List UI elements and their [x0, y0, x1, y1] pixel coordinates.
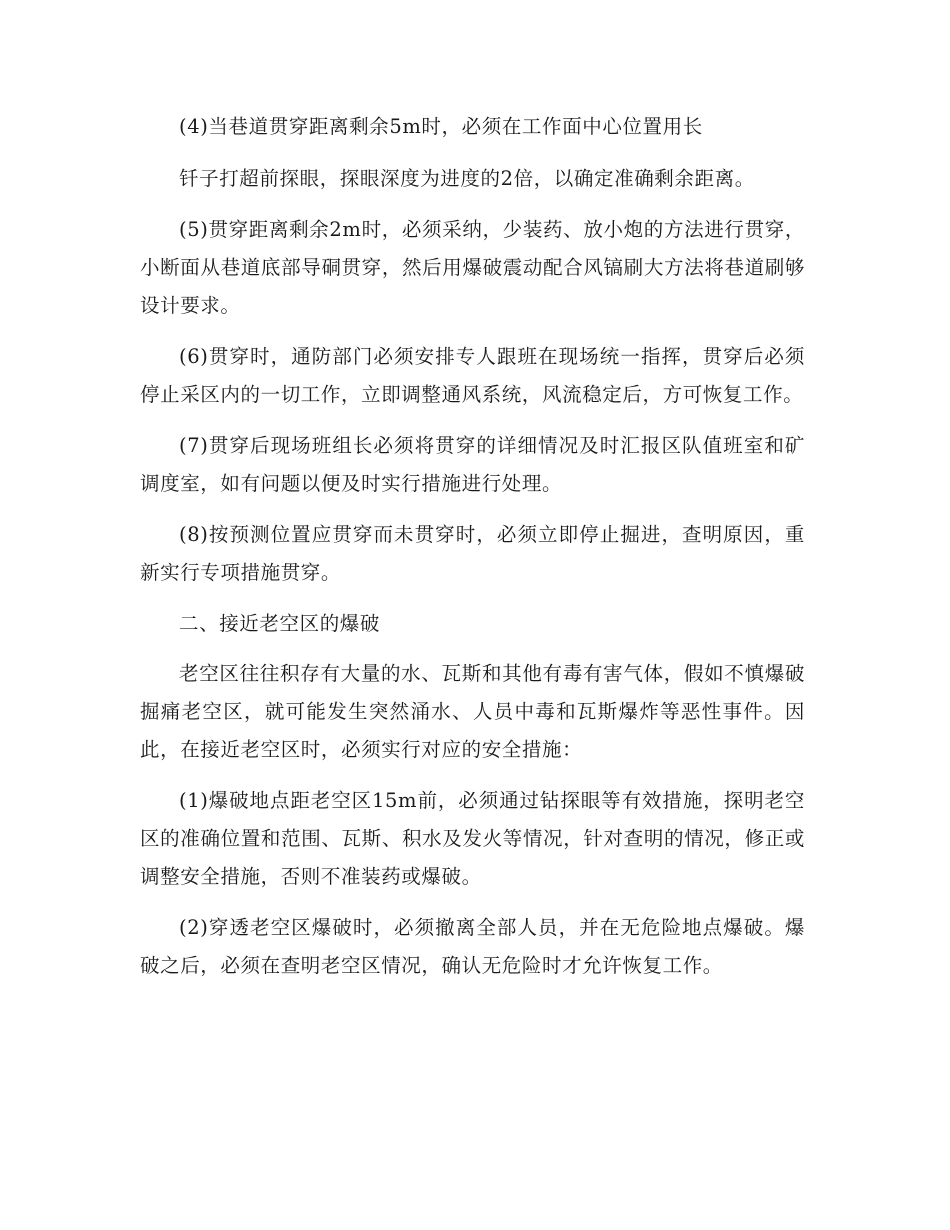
- paragraph-item-8: (8)按预测位置应贯穿而未贯穿时，必须立即停止掘进，查明原因，重新实行专项措施贯穿。: [140, 523, 805, 584]
- paragraph-measure-2: (2)穿透老空区爆破时，必须撤离全部人员，并在无危险地点爆破。爆破之后，必须在查明老空区情况，确认无危险时才允许恢复工作。: [140, 916, 805, 977]
- paragraph-item-4-continued: 钎子打超前探眼，探眼深度为进度的2倍，以确定准确剩余距离。: [179, 167, 755, 190]
- section-heading: 二、接近老空区的爆破: [179, 612, 381, 635]
- document-page: [140, 108, 805, 998]
- paragraph-measure-1: (1)爆破地点距老空区15m前，必须通过钻探眼等有效措施，探明老空区的准确位置和范围、瓦斯、积水及发火等情况，针对查明的情况，修正或调整安全措施，否则不准装药或爆破。: [140, 789, 805, 888]
- paragraph-item-7: (7)贯穿后现场班组长必须将贯穿的详细情况及时汇报区队值班室和矿调度室，如有问题以便及时实行措施进行处理。: [140, 434, 805, 495]
- paragraph-item-5: (5)贯穿距离剩余2m时，必须采纳，少装药、放小炮的方法进行贯穿，小断面从巷道底部导硐贯穿，然后用爆破震动配合风镐刷大方法将巷道刷够设计要求。: [140, 218, 805, 317]
- paragraph-intro: 老空区往往积存有大量的水、瓦斯和其他有毒有害气体，假如不慎爆破掘痛老空区，就可能发生突然涌水、人员中毒和瓦斯爆炸等恶性事件。因此，在接近老空区时，必须实行对应的安全措施：: [140, 662, 805, 761]
- paragraph-item-4-line: (4)当巷道贯穿距离剩余5m时，必须在工作面中心位置用长: [179, 115, 703, 138]
- paragraph-item-6: (6)贯穿时，通防部门必须安排专人跟班在现场统一指挥，贯穿后必须停止采区内的一切工作，立即调整通风系统，风流稳定后，方可恢复工作。: [140, 345, 805, 406]
